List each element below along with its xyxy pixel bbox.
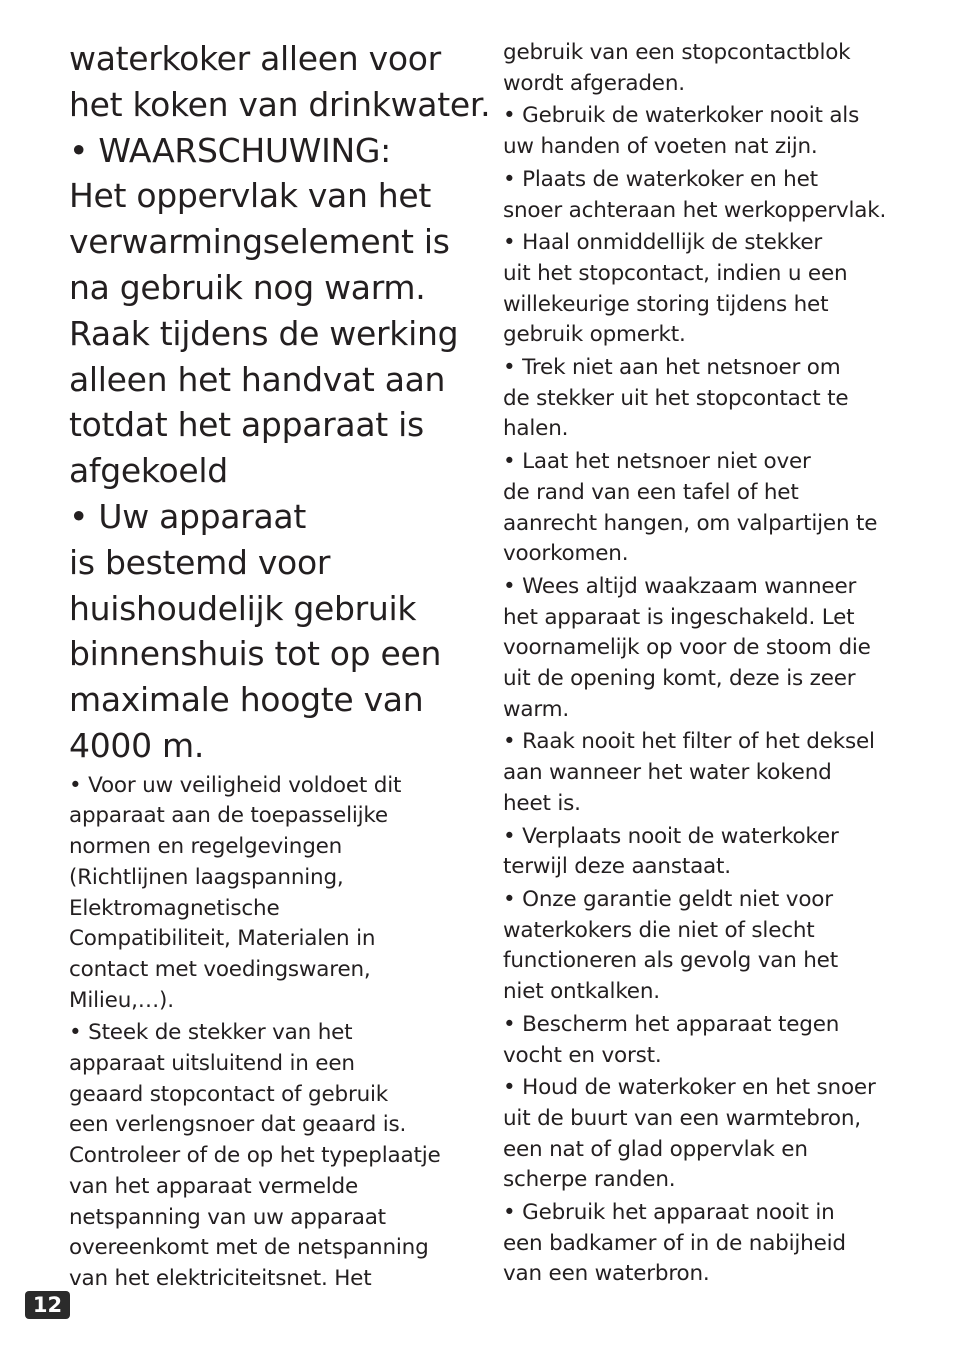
wet-hands-paragraph bbox=[503, 101, 923, 162]
text-line: een verlengsnoer dat geaard is. bbox=[69, 1112, 407, 1138]
text-line: is bestemd voor bbox=[69, 542, 331, 582]
text-line: van het elektriciteitsnet. Het bbox=[69, 1266, 372, 1291]
text-line: wordt afgeraden. bbox=[503, 70, 685, 96]
text-line: uit het stopcontact, indien u een bbox=[503, 260, 848, 286]
text-line: Controleer of de op het typeplaatje bbox=[69, 1143, 441, 1169]
page-number: 12 bbox=[25, 1291, 70, 1319]
text-line: van het apparaat vermelde bbox=[69, 1173, 359, 1199]
text-line: scherpe randen. bbox=[503, 1167, 676, 1193]
text-line: overeenkomt met de netspanning bbox=[69, 1235, 429, 1261]
text-line: • Bescherm het apparaat tegen bbox=[503, 1011, 840, 1037]
text-line: waterkokers die niet of slecht bbox=[503, 917, 815, 943]
text-line: netspanning van uw apparaat bbox=[69, 1204, 386, 1230]
text-line: • Raak nooit het filter of het deksel bbox=[503, 729, 875, 755]
text-line: terwijl deze aanstaat. bbox=[503, 854, 731, 880]
text-line: aanrecht hangen, om valpartijen te bbox=[503, 510, 878, 536]
text-line: uw handen of voeten nat zijn. bbox=[503, 134, 818, 160]
text-line: voorkomen. bbox=[503, 541, 629, 567]
text-line: • Onze garantie geldt niet voor bbox=[503, 886, 833, 912]
left-column bbox=[69, 36, 489, 1295]
household-use-text bbox=[69, 494, 489, 769]
text-line: totdat het apparaat is bbox=[69, 405, 424, 445]
text-line: warm. bbox=[503, 696, 569, 722]
text-line: • Wees altijd waakzaam wanneer bbox=[503, 573, 857, 599]
text-line: • Uw apparaat bbox=[69, 496, 306, 536]
right-column bbox=[503, 38, 923, 1292]
move-paragraph bbox=[503, 822, 923, 883]
warning-text bbox=[69, 128, 489, 494]
filter-lid-paragraph bbox=[503, 727, 923, 819]
text-line: normen en regelgevingen bbox=[69, 834, 343, 860]
text-line: Elektromagnetische bbox=[69, 895, 280, 921]
text-line: verwarmingselement is bbox=[69, 222, 450, 262]
text-line: de stekker uit het stopcontact te bbox=[503, 385, 849, 411]
heat-source-paragraph bbox=[503, 1073, 923, 1196]
text-line: • Voor uw veiligheid voldoet dit bbox=[69, 772, 402, 798]
text-line: na gebruik nog warm. bbox=[69, 267, 426, 307]
text-line: • Trek niet aan het netsnoer om bbox=[503, 355, 841, 381]
text-line: waterkoker alleen voor bbox=[69, 39, 441, 78]
text-line: vocht en vorst. bbox=[503, 1042, 662, 1068]
text-line: aan wanneer het water kokend bbox=[503, 760, 832, 786]
text-line: gebruik opmerkt. bbox=[503, 322, 686, 348]
text-line: van een waterbron. bbox=[503, 1261, 710, 1287]
text-line: • Gebruik het apparaat nooit in bbox=[503, 1200, 835, 1226]
text-line: voornamelijk op voor de stoom die bbox=[503, 635, 871, 661]
text-line: • Houd de waterkoker en het snoer bbox=[503, 1075, 876, 1101]
text-line: apparaat aan de toepasselijke bbox=[69, 803, 388, 829]
text-line: Raak tijdens de werking bbox=[69, 313, 459, 353]
cord-pull-paragraph bbox=[503, 353, 923, 445]
text-line: • Laat het netsnoer niet over bbox=[503, 449, 811, 475]
text-line: • Verplaats nooit de waterkoker bbox=[503, 823, 839, 849]
text-line: het koken van drinkwater. bbox=[69, 84, 491, 124]
text-line: uit de opening komt, deze is zeer bbox=[503, 666, 856, 692]
text-line: heet is. bbox=[503, 790, 581, 816]
text-line: functioneren als gevolg van het bbox=[503, 948, 838, 974]
text-line: de rand van een tafel of het bbox=[503, 479, 799, 505]
text-line: geaard stopcontact of gebruik bbox=[69, 1081, 389, 1107]
intro-text bbox=[69, 36, 489, 128]
placement-paragraph bbox=[503, 165, 923, 226]
safety-paragraph bbox=[69, 771, 489, 1017]
cord-hang-paragraph bbox=[503, 447, 923, 570]
steam-paragraph bbox=[503, 572, 923, 726]
text-line: niet ontkalken. bbox=[503, 979, 660, 1005]
text-line: • Haal onmiddellijk de stekker bbox=[503, 230, 823, 256]
text-line: een badkamer of in de nabijheid bbox=[503, 1230, 846, 1256]
text-line: • Plaats de waterkoker en het bbox=[503, 166, 818, 192]
text-line: Compatibiliteit, Materialen in bbox=[69, 926, 376, 952]
text-line: contact met voedingswaren, bbox=[69, 956, 371, 982]
text-line: het apparaat is ingeschakeld. Let bbox=[503, 604, 855, 630]
text-line: snoer achteraan het werkoppervlak. bbox=[503, 197, 887, 223]
moisture-paragraph bbox=[503, 1010, 923, 1071]
text-line: maximale hoogte van bbox=[69, 680, 424, 720]
warranty-paragraph bbox=[503, 885, 923, 1008]
text-line: willekeurige storing tijdens het bbox=[503, 291, 829, 317]
text-line: afgekoeld bbox=[69, 451, 228, 491]
text-line: alleen het handvat aan bbox=[69, 359, 446, 399]
text-line: Milieu,…). bbox=[69, 987, 174, 1013]
text-line: 4000 m. bbox=[69, 725, 205, 765]
text-line: uit de buurt van een warmtebron, bbox=[503, 1105, 861, 1131]
malfunction-paragraph bbox=[503, 228, 923, 351]
text-line: een nat of glad oppervlak en bbox=[503, 1136, 808, 1162]
text-line: • Steek de stekker van het bbox=[69, 1020, 353, 1046]
text-line: gebruik van een stopcontactblok bbox=[503, 40, 851, 65]
text-line: Het oppervlak van het bbox=[69, 176, 432, 216]
bathroom-paragraph bbox=[503, 1198, 923, 1290]
text-line: • WAARSCHUWING: bbox=[69, 130, 391, 170]
text-line: apparaat uitsluitend in een bbox=[69, 1051, 355, 1077]
text-line: • Gebruik de waterkoker nooit als bbox=[503, 103, 860, 129]
text-line: huishoudelijk gebruik bbox=[69, 588, 417, 628]
plug-paragraph bbox=[69, 1018, 489, 1294]
text-line: halen. bbox=[503, 416, 569, 442]
socket-block-paragraph bbox=[503, 38, 923, 99]
text-line: (Richtlijnen laagspanning, bbox=[69, 864, 344, 890]
text-line: binnenshuis tot op een bbox=[69, 634, 442, 674]
